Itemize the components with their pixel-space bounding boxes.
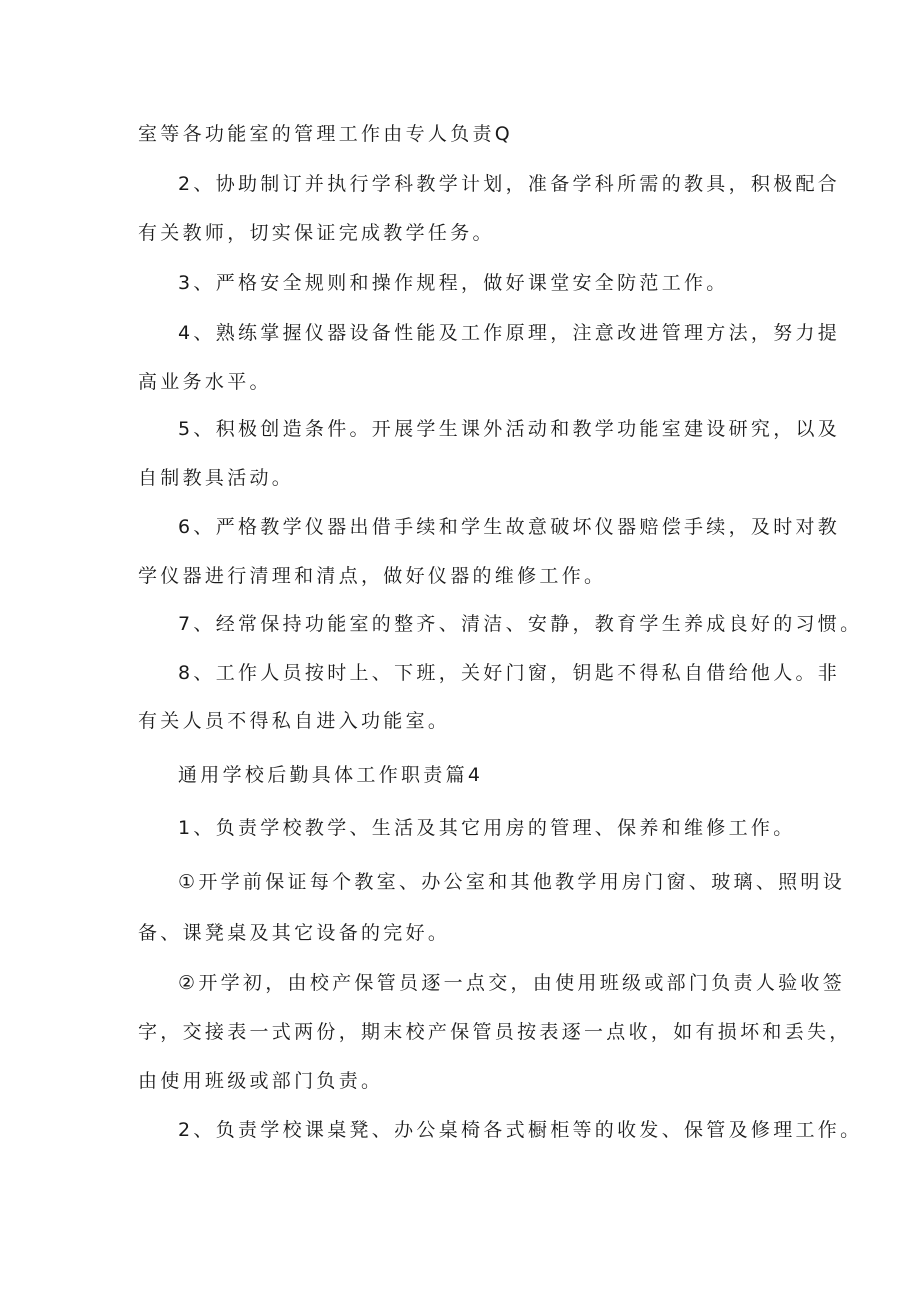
text-line-6: 高业务水平。 [138, 371, 272, 393]
text-line-5: 4、熟练掌握仪器设备性能及工作原理，注意改进管理方法，努力提 [178, 322, 841, 344]
text-line-15: 1、负责学校教学、生活及其它用房的管理、保养和维修工作。 [178, 817, 796, 839]
text-line-16: ①开学前保证每个教室、办公室和其他教学用房门窗、玻璃、照明设 [178, 871, 846, 893]
text-line-18: ②开学初，由校产保管员逐一点交，由使用班级或部门负责人验收签 [178, 972, 846, 994]
text-line-8: 自制教具活动。 [138, 467, 295, 489]
text-line-7: 5、积极创造条件。开展学生课外活动和教学功能室建设研究，以及 [178, 418, 841, 440]
text-line-11: 7、经常保持功能室的整齐、清洁、安静，教育学生养成良好的习惯。 [178, 613, 863, 635]
text-line-21: 2、负责学校课桌凳、办公桌椅各式橱柜等的收发、保管及修理工作。 [178, 1119, 863, 1141]
text-line-17: 备、课凳桌及其它设备的完好。 [138, 922, 451, 944]
text-line-4: 3、严格安全规则和操作规程，做好课堂安全防范工作。 [178, 272, 729, 294]
text-line-20: 由使用班级或部门负责。 [138, 1070, 384, 1092]
text-line-2: 2、协助制订并执行学科教学计划，准备学科所需的教具，积极配合 [178, 173, 841, 195]
text-line-3: 有关教师，切实保证完成教学任务。 [138, 222, 495, 244]
text-line-1: 室等各功能室的管理工作由专人负责Q [138, 123, 514, 145]
text-line-19: 字，交接表一式两份，期末校产保管员按表逐一点收，如有损坏和丢失， [138, 1021, 852, 1043]
text-line-12: 8、工作人员按时上、下班，关好门窗，钥匙不得私自借给他人。非 [178, 662, 841, 684]
section-heading: 通用学校后勤具体工作职责篇4 [178, 764, 484, 786]
text-line-10: 学仪器进行清理和清点，做好仪器的维修工作。 [138, 565, 607, 587]
text-line-13: 有关人员不得私自进入功能室。 [138, 710, 451, 732]
text-line-9: 6、严格教学仪器出借手续和学生故意破坏仪器赔偿手续，及时对教 [178, 516, 841, 538]
